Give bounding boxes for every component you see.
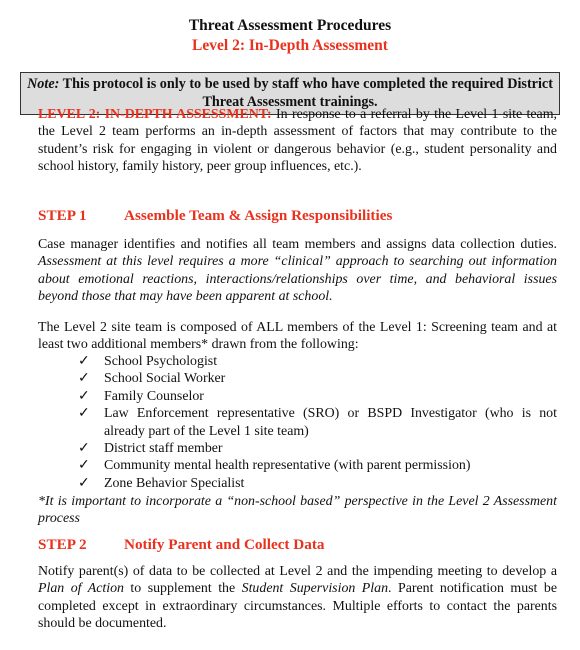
members-list-wrapper — [38, 353, 557, 492]
step2-text-b: to supplement the — [123, 581, 242, 597]
checkmark-icon: ✓ — [78, 458, 90, 474]
member-label: Zone Behavior Specialist — [104, 475, 245, 491]
step1-clinical-note: Assessment at this level requires a more “clinical” approach to searching out information about emotional reactions, interactions/relationships over time, and behavioral issues beyond those that may have been apparent at school. — [38, 254, 557, 305]
step2-heading — [38, 536, 325, 554]
step1-number: STEP 1 — [38, 207, 87, 224]
step1-title: Assemble Team & Assign Responsibilities — [124, 207, 393, 224]
plan-of-action-term: Plan of Action — [38, 581, 124, 597]
member-label: District staff member — [104, 441, 223, 457]
step1-footnote: *It is important to incorporate a “non-school based” perspective in the Level 2 Assessment process — [38, 494, 557, 527]
member-label: School Psychologist — [104, 354, 218, 369]
intro-label: LEVEL 2: IN-DEPTH ASSESSMENT: — [38, 107, 272, 122]
member-label: Law Enforcement representative (SRO) or BSPD Investigator (who is not already part of the Level 1 site team) — [104, 406, 557, 439]
member-label: Family Counselor — [104, 388, 204, 404]
step1-heading — [38, 207, 392, 225]
member-item — [78, 440, 557, 457]
member-label: School Social Worker — [104, 371, 226, 387]
members-list — [38, 353, 557, 492]
note-label: Note: — [27, 76, 60, 92]
step2-text-c: . Parent notification must be completed except in extraordinary circumstances. Multiple efforts to contact the parents should be documented. — [38, 581, 557, 632]
checkmark-icon: ✓ — [78, 475, 90, 491]
team-composition-paragraph — [38, 319, 557, 354]
member-item — [78, 353, 557, 370]
note-text: This protocol is only to be used by staff who have completed the required District Threat Assessment trainings. — [62, 76, 553, 110]
step2-title: Notify Parent and Collect Data — [124, 536, 325, 553]
step2-number: STEP 2 — [38, 536, 87, 553]
step2-text-a: Notify parent(s) of data to be collected at Level 2 and the impending meeting to develop a — [38, 564, 557, 579]
step1-duties: Case manager identifies and notifies all team members and assigns data collection duties. — [38, 237, 557, 252]
member-label: Community mental health representative (with parent permission) — [104, 458, 471, 474]
checkmark-icon: ✓ — [78, 388, 90, 404]
member-item — [78, 405, 557, 440]
student-supervision-plan-term: Student Supervision Plan — [241, 581, 389, 597]
document-title: Threat Assessment Procedures — [188, 17, 392, 34]
member-item — [78, 475, 557, 492]
intro-text: In response to a referral by the Level 1 site team, the Level 2 team performs an in-depth assessment of factors that may contribute to the student’s risk for engaging in violent or dangerous behavior (e.g., student personality and school history, family history, peer group influences, etc.). — [38, 107, 557, 175]
checkmark-icon: ✓ — [78, 406, 90, 422]
step2-paragraph — [38, 563, 557, 633]
checkmark-icon: ✓ — [78, 441, 90, 457]
intro-paragraph — [38, 106, 557, 176]
step1-paragraph — [38, 236, 557, 306]
member-item — [78, 388, 557, 405]
member-item — [78, 457, 557, 474]
checkmark-icon: ✓ — [78, 371, 90, 387]
team-composition-text: The Level 2 site team is composed of ALL members of the Level 1: Screening team and at least two additional members* drawn from the following: — [38, 320, 557, 353]
checkmark-icon: ✓ — [78, 354, 90, 369]
document-subtitle: Level 2: In-Depth Assessment — [192, 37, 388, 54]
member-item — [78, 370, 557, 387]
